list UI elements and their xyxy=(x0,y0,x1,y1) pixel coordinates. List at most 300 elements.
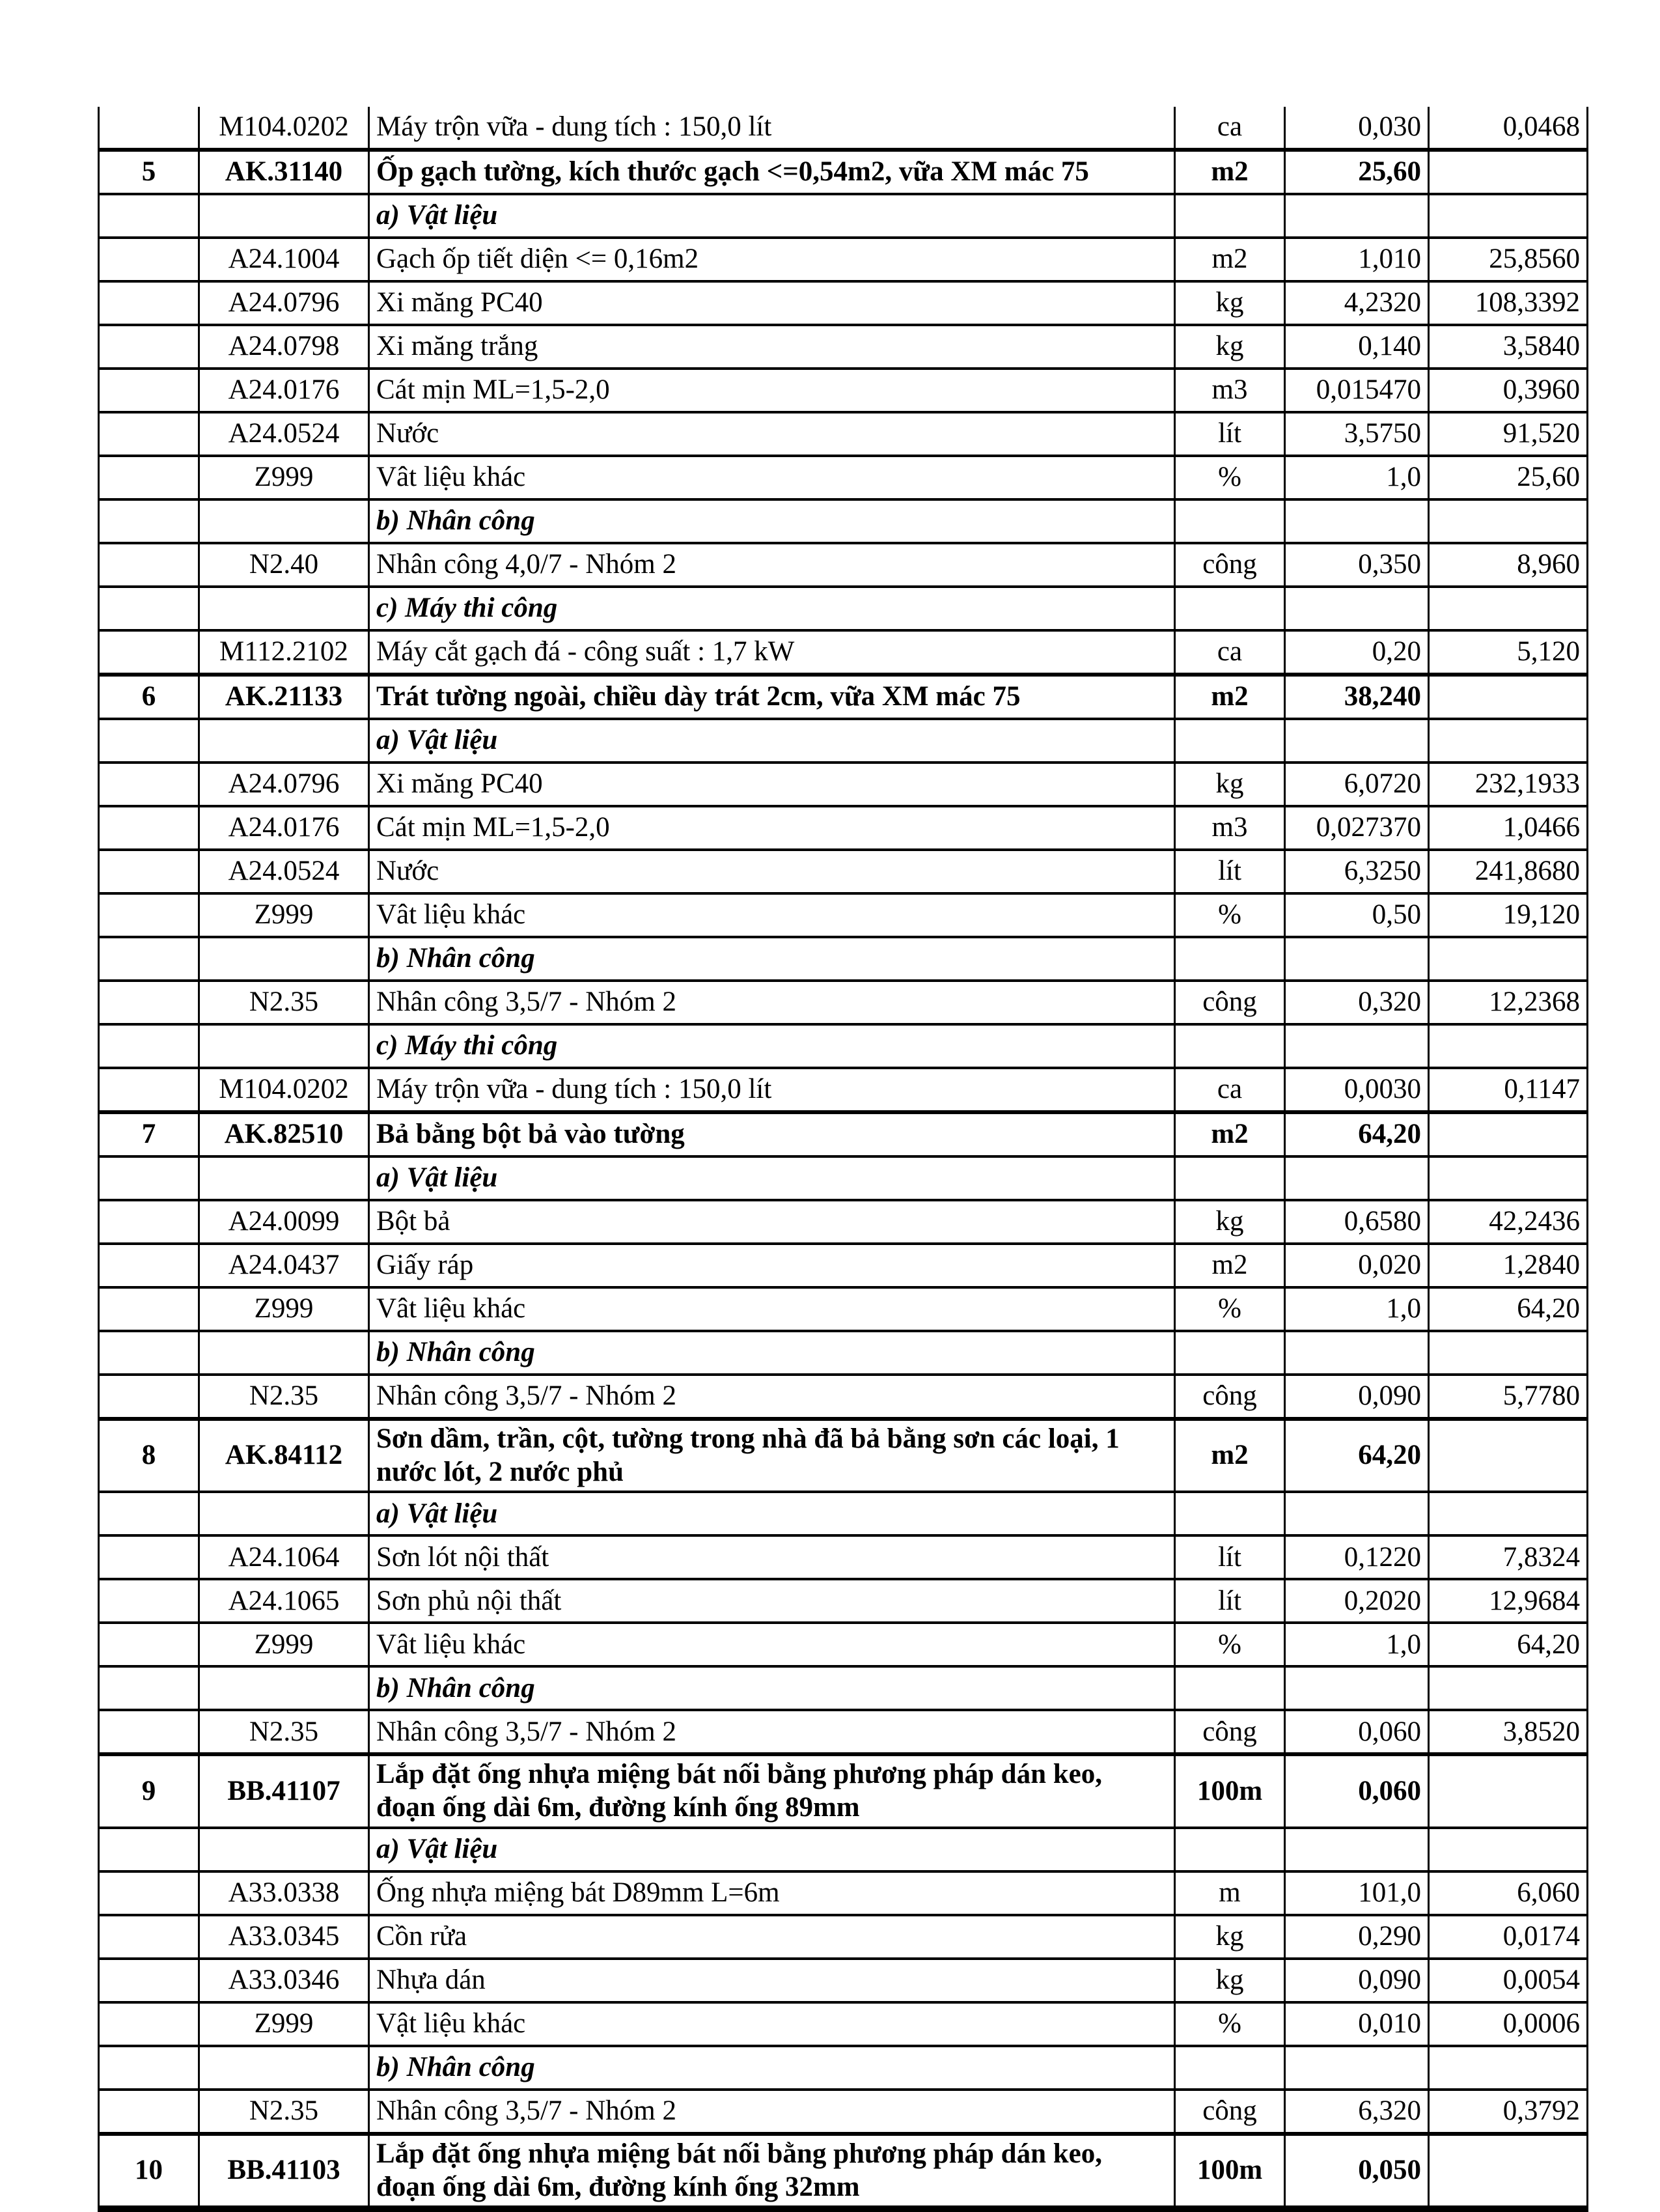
unit-cell xyxy=(1175,1024,1285,1068)
stt-cell xyxy=(99,1915,199,1959)
total-cell xyxy=(1429,194,1588,238)
table-row xyxy=(99,543,1588,587)
total-cell: 91,520 xyxy=(1429,412,1588,456)
quantity-cell: 6,3250 xyxy=(1285,850,1429,893)
total-cell: 0,0174 xyxy=(1429,1915,1588,1959)
quantity-cell: 0,320 xyxy=(1285,981,1429,1024)
stt-cell xyxy=(99,1244,199,1287)
quantity-cell: 0,030 xyxy=(1285,107,1429,150)
stt-cell xyxy=(99,2002,199,2046)
code-cell: M104.0202 xyxy=(199,107,369,150)
quantity-cell: 25,60 xyxy=(1285,150,1429,194)
total-cell: 64,20 xyxy=(1429,1287,1588,1331)
stt-cell xyxy=(99,238,199,281)
code-cell xyxy=(199,194,369,238)
unit-cell xyxy=(1175,1492,1285,1535)
stt-cell xyxy=(99,1959,199,2002)
total-cell xyxy=(1429,2134,1588,2209)
quantity-cell: 0,2020 xyxy=(1285,1579,1429,1623)
quantity-cell xyxy=(1285,1666,1429,1710)
unit-cell: công xyxy=(1175,2090,1285,2134)
code-cell: Z999 xyxy=(199,1287,369,1331)
desc-cell: a) Vật liệu xyxy=(369,194,1175,238)
stt-cell xyxy=(99,2046,199,2090)
quantity-cell xyxy=(1285,937,1429,981)
desc-cell: c) Máy thi công xyxy=(369,1024,1175,1068)
table-row xyxy=(99,1535,1588,1579)
code-cell: A24.0524 xyxy=(199,412,369,456)
unit-cell xyxy=(1175,937,1285,981)
stt-cell xyxy=(99,806,199,850)
desc-cell: Nhân công 3,5/7 - Nhóm 2 xyxy=(369,1375,1175,1419)
total-cell: 6,060 xyxy=(1429,1871,1588,1915)
code-cell: A33.0338 xyxy=(199,1871,369,1915)
unit-cell: ca xyxy=(1175,630,1285,675)
quantity-cell xyxy=(1285,719,1429,763)
unit-cell: m2 xyxy=(1175,1419,1285,1492)
unit-cell: ca xyxy=(1175,1068,1285,1112)
code-cell: A24.0437 xyxy=(199,1244,369,1287)
unit-cell: lít xyxy=(1175,850,1285,893)
stt-cell xyxy=(99,1666,199,1710)
code-cell: AK.21133 xyxy=(199,675,369,719)
desc-cell: Sơn phủ nội thất xyxy=(369,1579,1175,1623)
stt-cell xyxy=(99,763,199,806)
table-row xyxy=(99,937,1588,981)
unit-cell xyxy=(1175,194,1285,238)
quantity-cell xyxy=(1285,1331,1429,1375)
code-cell: N2.40 xyxy=(199,543,369,587)
table-row xyxy=(99,675,1588,719)
total-cell: 0,0054 xyxy=(1429,1959,1588,2002)
table-row xyxy=(99,2046,1588,2090)
table-row xyxy=(99,1871,1588,1915)
estimate-table-body xyxy=(99,107,1588,2209)
quantity-cell xyxy=(1285,1492,1429,1535)
desc-cell: Xi măng PC40 xyxy=(369,281,1175,325)
code-cell: AK.31140 xyxy=(199,150,369,194)
table-row xyxy=(99,1492,1588,1535)
stt-cell: 10 xyxy=(99,2134,199,2209)
code-cell: A33.0346 xyxy=(199,1959,369,2002)
stt-cell xyxy=(99,412,199,456)
quantity-cell xyxy=(1285,499,1429,543)
quantity-cell: 0,090 xyxy=(1285,1959,1429,2002)
code-cell xyxy=(199,719,369,763)
code-cell xyxy=(199,937,369,981)
table-row xyxy=(99,1623,1588,1666)
quantity-cell: 0,050 xyxy=(1285,2134,1429,2209)
desc-cell: Ốp gạch tường, kích thước gạch <=0,54m2, vữa XM mác 75 xyxy=(369,150,1175,194)
unit-cell: công xyxy=(1175,1375,1285,1419)
total-cell xyxy=(1429,499,1588,543)
code-cell: Z999 xyxy=(199,456,369,499)
quantity-cell xyxy=(1285,1156,1429,1200)
code-cell xyxy=(199,1331,369,1375)
stt-cell xyxy=(99,1024,199,1068)
unit-cell: m3 xyxy=(1175,369,1285,412)
total-cell xyxy=(1429,1419,1588,1492)
desc-cell: Vât liệu khác xyxy=(369,1623,1175,1666)
quantity-cell: 0,060 xyxy=(1285,1754,1429,1827)
quantity-cell: 0,020 xyxy=(1285,1244,1429,1287)
stt-cell xyxy=(99,1579,199,1623)
table-row xyxy=(99,1156,1588,1200)
total-cell: 0,1147 xyxy=(1429,1068,1588,1112)
table-row xyxy=(99,1666,1588,1710)
desc-cell: Máy cắt gạch đá - công suất : 1,7 kW xyxy=(369,630,1175,675)
stt-cell xyxy=(99,1375,199,1419)
total-cell: 1,0466 xyxy=(1429,806,1588,850)
desc-cell: Nhân công 3,5/7 - Nhóm 2 xyxy=(369,981,1175,1024)
stt-cell: 8 xyxy=(99,1419,199,1492)
quantity-cell xyxy=(1285,194,1429,238)
code-cell xyxy=(199,587,369,630)
table-row xyxy=(99,1754,1588,1827)
stt-cell xyxy=(99,499,199,543)
code-cell: A24.1065 xyxy=(199,1579,369,1623)
desc-cell: Vât liệu khác xyxy=(369,893,1175,937)
desc-cell: Xi măng trắng xyxy=(369,325,1175,369)
unit-cell: kg xyxy=(1175,1959,1285,2002)
total-cell: 12,2368 xyxy=(1429,981,1588,1024)
estimate-table-container xyxy=(98,107,1586,2212)
desc-cell: b) Nhân công xyxy=(369,1666,1175,1710)
total-cell xyxy=(1429,1666,1588,1710)
total-cell xyxy=(1429,587,1588,630)
table-row xyxy=(99,719,1588,763)
quantity-cell: 64,20 xyxy=(1285,1112,1429,1156)
desc-cell: Nhựa dán xyxy=(369,1959,1175,2002)
quantity-cell xyxy=(1285,1828,1429,1871)
unit-cell: công xyxy=(1175,1710,1285,1754)
desc-cell: Ống nhựa miệng bát D89mm L=6m xyxy=(369,1871,1175,1915)
total-cell xyxy=(1429,2046,1588,2090)
stt-cell xyxy=(99,1200,199,1244)
desc-cell: Giấy ráp xyxy=(369,1244,1175,1287)
quantity-cell: 0,090 xyxy=(1285,1375,1429,1419)
quantity-cell: 0,027370 xyxy=(1285,806,1429,850)
total-cell: 19,120 xyxy=(1429,893,1588,937)
desc-cell: Máy trộn vữa - dung tích : 150,0 lít xyxy=(369,107,1175,150)
quantity-cell: 0,290 xyxy=(1285,1915,1429,1959)
total-cell: 241,8680 xyxy=(1429,850,1588,893)
desc-cell: Nhân công 3,5/7 - Nhóm 2 xyxy=(369,1710,1175,1754)
total-cell xyxy=(1429,150,1588,194)
stt-cell xyxy=(99,2090,199,2134)
table-row xyxy=(99,981,1588,1024)
code-cell: A24.1004 xyxy=(199,238,369,281)
total-cell xyxy=(1429,1492,1588,1535)
stt-cell xyxy=(99,543,199,587)
stt-cell: 9 xyxy=(99,1754,199,1827)
unit-cell xyxy=(1175,499,1285,543)
desc-cell: b) Nhân công xyxy=(369,937,1175,981)
desc-cell: Gạch ốp tiết diện <= 0,16m2 xyxy=(369,238,1175,281)
unit-cell xyxy=(1175,1828,1285,1871)
table-row xyxy=(99,150,1588,194)
code-cell: A24.0176 xyxy=(199,806,369,850)
table-row xyxy=(99,1419,1588,1492)
quantity-cell: 38,240 xyxy=(1285,675,1429,719)
stt-cell xyxy=(99,107,199,150)
stt-cell: 7 xyxy=(99,1112,199,1156)
stt-cell xyxy=(99,587,199,630)
unit-cell: công xyxy=(1175,543,1285,587)
stt-cell xyxy=(99,1156,199,1200)
stt-cell xyxy=(99,1287,199,1331)
code-cell xyxy=(199,1492,369,1535)
desc-cell: Nước xyxy=(369,850,1175,893)
code-cell: BB.41107 xyxy=(199,1754,369,1827)
desc-cell: Vât liệu khác xyxy=(369,1287,1175,1331)
table-row xyxy=(99,2002,1588,2046)
code-cell: N2.35 xyxy=(199,1710,369,1754)
table-row xyxy=(99,893,1588,937)
stt-cell xyxy=(99,1535,199,1579)
total-cell: 25,8560 xyxy=(1429,238,1588,281)
stt-cell: 6 xyxy=(99,675,199,719)
table-row xyxy=(99,194,1588,238)
unit-cell xyxy=(1175,719,1285,763)
code-cell: A24.0099 xyxy=(199,1200,369,1244)
total-cell: 64,20 xyxy=(1429,1623,1588,1666)
unit-cell: kg xyxy=(1175,763,1285,806)
unit-cell: kg xyxy=(1175,325,1285,369)
total-cell xyxy=(1429,1754,1588,1827)
stt-cell xyxy=(99,1828,199,1871)
quantity-cell: 6,0720 xyxy=(1285,763,1429,806)
unit-cell: m2 xyxy=(1175,1244,1285,1287)
desc-cell: a) Vật liệu xyxy=(369,1156,1175,1200)
quantity-cell: 3,5750 xyxy=(1285,412,1429,456)
code-cell xyxy=(199,1828,369,1871)
desc-cell: Trát tường ngoài, chiều dày trát 2cm, vữa XM mác 75 xyxy=(369,675,1175,719)
unit-cell: % xyxy=(1175,456,1285,499)
desc-cell: a) Vật liệu xyxy=(369,1492,1175,1535)
desc-cell: Cát mịn ML=1,5-2,0 xyxy=(369,806,1175,850)
stt-cell xyxy=(99,194,199,238)
total-cell: 108,3392 xyxy=(1429,281,1588,325)
code-cell: A24.0798 xyxy=(199,325,369,369)
total-cell xyxy=(1429,719,1588,763)
code-cell: N2.35 xyxy=(199,2090,369,2134)
total-cell: 0,3792 xyxy=(1429,2090,1588,2134)
total-cell: 12,9684 xyxy=(1429,1579,1588,1623)
code-cell: Z999 xyxy=(199,893,369,937)
table-row xyxy=(99,456,1588,499)
quantity-cell: 0,010 xyxy=(1285,2002,1429,2046)
code-cell xyxy=(199,1666,369,1710)
total-cell: 5,7780 xyxy=(1429,1375,1588,1419)
code-cell: A33.0345 xyxy=(199,1915,369,1959)
code-cell xyxy=(199,1156,369,1200)
total-cell: 0,0468 xyxy=(1429,107,1588,150)
unit-cell: 100m xyxy=(1175,2134,1285,2209)
unit-cell: m2 xyxy=(1175,675,1285,719)
total-cell xyxy=(1429,1024,1588,1068)
code-cell: A24.0796 xyxy=(199,763,369,806)
table-row xyxy=(99,1200,1588,1244)
quantity-cell xyxy=(1285,1024,1429,1068)
table-row xyxy=(99,412,1588,456)
code-cell: M112.2102 xyxy=(199,630,369,675)
quantity-cell: 0,6580 xyxy=(1285,1200,1429,1244)
desc-cell: Cát mịn ML=1,5-2,0 xyxy=(369,369,1175,412)
stt-cell xyxy=(99,630,199,675)
total-cell: 5,120 xyxy=(1429,630,1588,675)
table-row xyxy=(99,1710,1588,1754)
table-row xyxy=(99,630,1588,675)
unit-cell: % xyxy=(1175,2002,1285,2046)
table-row xyxy=(99,1024,1588,1068)
total-cell xyxy=(1429,1112,1588,1156)
unit-cell: lít xyxy=(1175,1579,1285,1623)
unit-cell: 100m xyxy=(1175,1754,1285,1827)
desc-cell: a) Vật liệu xyxy=(369,1828,1175,1871)
stt-cell xyxy=(99,325,199,369)
total-cell: 1,2840 xyxy=(1429,1244,1588,1287)
total-cell xyxy=(1429,937,1588,981)
total-cell: 232,1933 xyxy=(1429,763,1588,806)
table-row xyxy=(99,1331,1588,1375)
desc-cell: b) Nhân công xyxy=(369,2046,1175,2090)
total-cell xyxy=(1429,1331,1588,1375)
table-row xyxy=(99,325,1588,369)
desc-cell: Vât liệu khác xyxy=(369,456,1175,499)
table-row xyxy=(99,1579,1588,1623)
unit-cell: m2 xyxy=(1175,1112,1285,1156)
code-cell: AK.84112 xyxy=(199,1419,369,1492)
quantity-cell xyxy=(1285,2046,1429,2090)
table-row xyxy=(99,238,1588,281)
unit-cell xyxy=(1175,587,1285,630)
total-cell: 3,5840 xyxy=(1429,325,1588,369)
stt-cell xyxy=(99,937,199,981)
desc-cell: c) Máy thi công xyxy=(369,587,1175,630)
total-cell xyxy=(1429,1156,1588,1200)
quantity-cell: 1,0 xyxy=(1285,456,1429,499)
quantity-cell: 101,0 xyxy=(1285,1871,1429,1915)
unit-cell xyxy=(1175,1331,1285,1375)
unit-cell: lít xyxy=(1175,412,1285,456)
table-row xyxy=(99,1375,1588,1419)
stt-cell xyxy=(99,893,199,937)
code-cell: N2.35 xyxy=(199,981,369,1024)
code-cell xyxy=(199,2046,369,2090)
stt-cell xyxy=(99,369,199,412)
stt-cell xyxy=(99,1068,199,1112)
quantity-cell: 0,350 xyxy=(1285,543,1429,587)
code-cell: A24.1064 xyxy=(199,1535,369,1579)
unit-cell: m3 xyxy=(1175,806,1285,850)
table-row xyxy=(99,1828,1588,1871)
desc-cell: b) Nhân công xyxy=(369,1331,1175,1375)
desc-cell: Nhân công 3,5/7 - Nhóm 2 xyxy=(369,2090,1175,2134)
unit-cell: % xyxy=(1175,893,1285,937)
stt-cell xyxy=(99,1710,199,1754)
quantity-cell: 0,015470 xyxy=(1285,369,1429,412)
unit-cell: kg xyxy=(1175,1915,1285,1959)
unit-cell: m2 xyxy=(1175,150,1285,194)
desc-cell: Vật liệu khác xyxy=(369,2002,1175,2046)
desc-cell: Sơn dầm, trần, cột, tường trong nhà đã bả bằng sơn các loại, 1 nước lót, 2 nước phủ xyxy=(369,1419,1175,1492)
table-row xyxy=(99,1915,1588,1959)
unit-cell: lít xyxy=(1175,1535,1285,1579)
quantity-cell: 0,50 xyxy=(1285,893,1429,937)
code-cell xyxy=(199,499,369,543)
quantity-cell xyxy=(1285,587,1429,630)
table-row xyxy=(99,107,1588,150)
quantity-cell: 0,140 xyxy=(1285,325,1429,369)
table-row xyxy=(99,1112,1588,1156)
stt-cell xyxy=(99,281,199,325)
total-cell: 3,8520 xyxy=(1429,1710,1588,1754)
estimate-table xyxy=(98,107,1588,2212)
stt-cell xyxy=(99,1331,199,1375)
code-cell: A24.0524 xyxy=(199,850,369,893)
stt-cell: 5 xyxy=(99,150,199,194)
table-row xyxy=(99,369,1588,412)
quantity-cell: 0,060 xyxy=(1285,1710,1429,1754)
code-cell: M104.0202 xyxy=(199,1068,369,1112)
code-cell: N2.35 xyxy=(199,1375,369,1419)
desc-cell: Nhân công 4,0/7 - Nhóm 2 xyxy=(369,543,1175,587)
table-row xyxy=(99,1068,1588,1112)
quantity-cell: 6,320 xyxy=(1285,2090,1429,2134)
quantity-cell: 0,1220 xyxy=(1285,1535,1429,1579)
table-row xyxy=(99,2090,1588,2134)
quantity-cell: 64,20 xyxy=(1285,1419,1429,1492)
stt-cell xyxy=(99,456,199,499)
desc-cell: Sơn lót nội thất xyxy=(369,1535,1175,1579)
stt-cell xyxy=(99,981,199,1024)
unit-cell: ca xyxy=(1175,107,1285,150)
table-row xyxy=(99,763,1588,806)
unit-cell: công xyxy=(1175,981,1285,1024)
code-cell: Z999 xyxy=(199,1623,369,1666)
quantity-cell: 0,0030 xyxy=(1285,1068,1429,1112)
table-row xyxy=(99,587,1588,630)
total-cell: 7,8324 xyxy=(1429,1535,1588,1579)
unit-cell: kg xyxy=(1175,281,1285,325)
desc-cell: Nước xyxy=(369,412,1175,456)
code-cell: Z999 xyxy=(199,2002,369,2046)
desc-cell: Xi măng PC40 xyxy=(369,763,1175,806)
desc-cell: a) Vật liệu xyxy=(369,719,1175,763)
code-cell: AK.82510 xyxy=(199,1112,369,1156)
total-cell: 0,0006 xyxy=(1429,2002,1588,2046)
table-row xyxy=(99,1959,1588,2002)
desc-cell: Máy trộn vữa - dung tích : 150,0 lít xyxy=(369,1068,1175,1112)
quantity-cell: 4,2320 xyxy=(1285,281,1429,325)
desc-cell: b) Nhân công xyxy=(369,499,1175,543)
code-cell: BB.41103 xyxy=(199,2134,369,2209)
quantity-cell: 0,20 xyxy=(1285,630,1429,675)
unit-cell xyxy=(1175,1666,1285,1710)
stt-cell xyxy=(99,850,199,893)
table-row xyxy=(99,1287,1588,1331)
desc-cell: Bột bả xyxy=(369,1200,1175,1244)
quantity-cell: 1,0 xyxy=(1285,1287,1429,1331)
code-cell: A24.0796 xyxy=(199,281,369,325)
desc-cell: Cồn rửa xyxy=(369,1915,1175,1959)
stt-cell xyxy=(99,1492,199,1535)
total-cell xyxy=(1429,1828,1588,1871)
table-row xyxy=(99,281,1588,325)
desc-cell: Lắp đặt ống nhựa miệng bát nối bằng phương pháp dán keo, đoạn ống dài 6m, đường kính ống 32mm xyxy=(369,2134,1175,2209)
unit-cell: % xyxy=(1175,1623,1285,1666)
